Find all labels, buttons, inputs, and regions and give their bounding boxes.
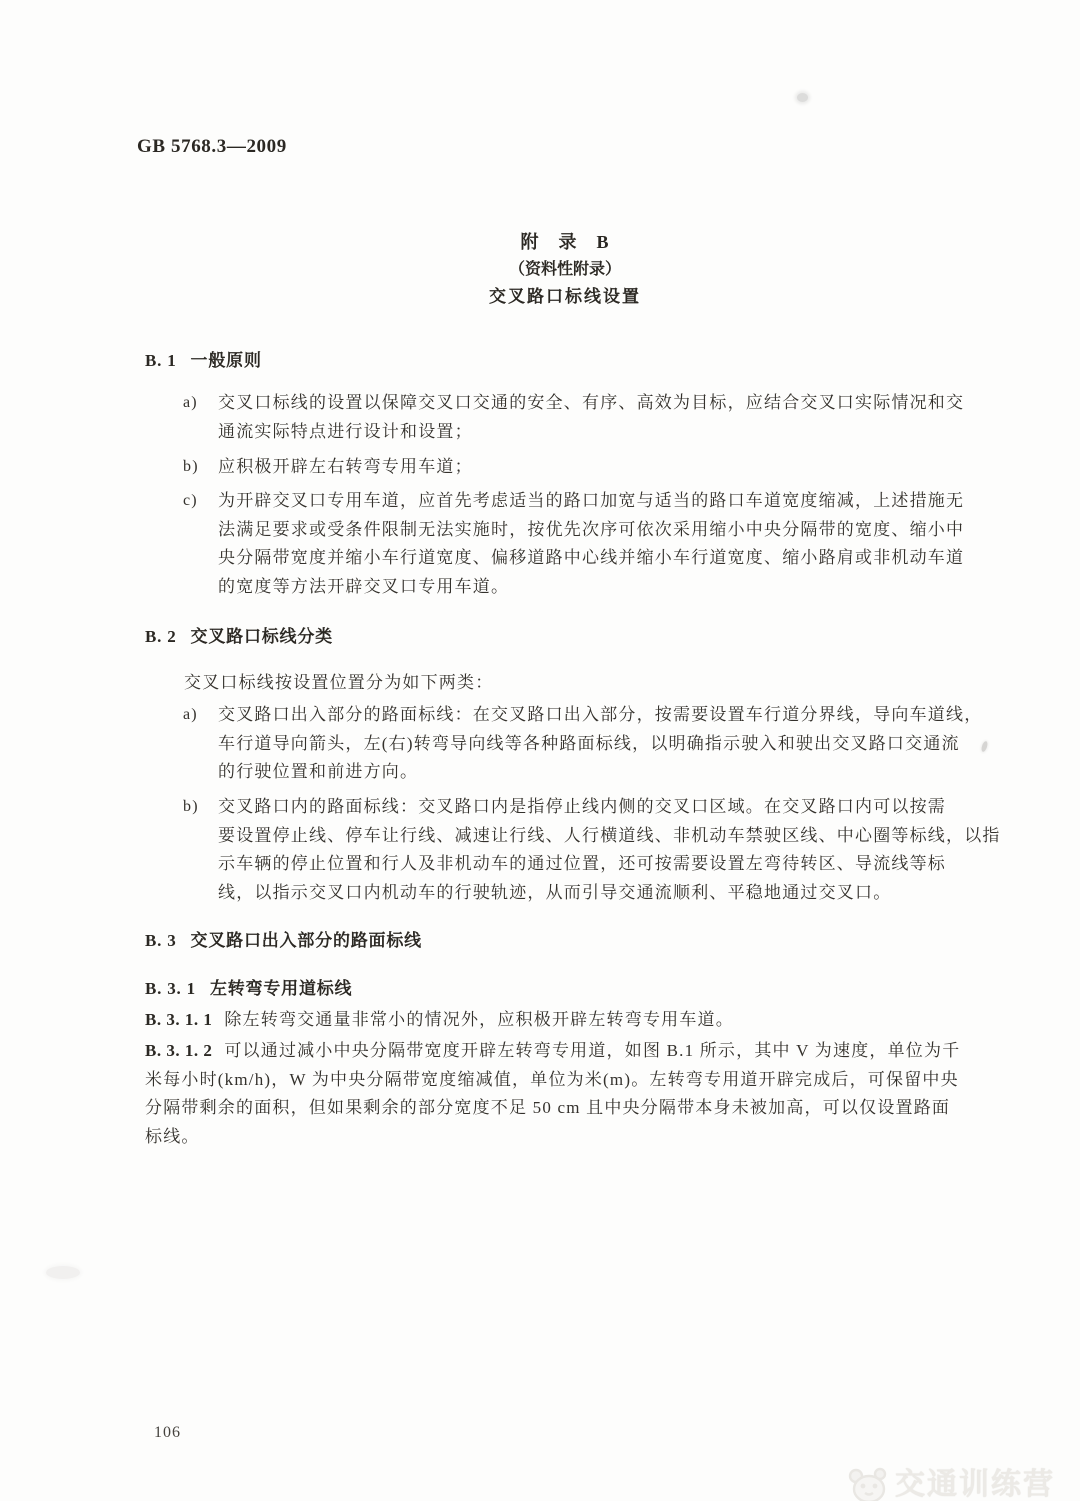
panda-logo-icon (843, 1462, 895, 1501)
page-number: 106 (154, 1424, 181, 1441)
paragraph-b311 (145, 1006, 1003, 1035)
text-line: 标线。 (145, 1126, 200, 1146)
section-b2-heading (145, 622, 333, 647)
item-label: b) (183, 798, 199, 815)
section-title: 交叉路口出入部分的路面标线 (190, 931, 422, 950)
section-number: B. 1 (145, 351, 177, 370)
standard-code: GB 5768.3—2009 (137, 136, 287, 157)
text-line: 交叉口标线的设置以保障交叉口交通的安全、有序、高效为目标，应结合交叉口实际情况和交 (218, 393, 965, 412)
text-line: 交叉路口内的路面标线：交叉路口内是指停止线内侧的交叉口区域。在交叉路口内可以按需 (218, 797, 946, 816)
text-line: 要设置停止线、停车让行线、减速让行线、人行横道线、非机动车禁驶区线、中心圈等标线，以指 (218, 825, 1001, 845)
scan-artifact (797, 93, 808, 102)
appendix-title: 附 录 B (520, 232, 610, 252)
appendix-subtitle: （资料性附录） (508, 261, 621, 278)
section-title: 左转弯专用道标线 (209, 979, 353, 998)
paragraph-b312 (145, 1037, 1003, 1151)
item-label: c) (183, 492, 198, 509)
text-line: 法满足要求或受条件限制无法实施时，按优先次序可依次采用缩小中央分隔带的宽度、缩小中 (218, 519, 965, 539)
text-line: 车行道导向箭头，左(右)转弯导向线等各种路面标线，以明确指示驶入和驶出交叉路口交通流 (218, 733, 960, 753)
item-label: a) (183, 394, 198, 411)
text-line: 米每小时(km/h)，W 为中央分隔带宽度缩减值，单位为米(m)。左转弯专用道开辟完成后，可保留中央 (145, 1069, 959, 1089)
item-text (218, 487, 1006, 601)
scan-artifact (46, 1266, 80, 1279)
section-b31-heading (145, 974, 352, 999)
section-number: B. 3 (145, 931, 177, 950)
item-text (218, 793, 1006, 907)
appendix-heading: 交叉路口标线设置 (489, 287, 641, 306)
paragraph-number: B. 3. 1. 1 (145, 1010, 213, 1029)
text-line: 示车辆的停止位置和行人及非机动车的通过位置，还可按需要设置左弯待转区、导流线等标 (218, 854, 946, 873)
text-line: 的宽度等方法开辟交叉口专用车道。 (218, 576, 510, 596)
section-number: B. 3. 1 (145, 979, 196, 998)
item-text (218, 453, 1006, 482)
section-title: 一般原则 (190, 351, 262, 370)
item-label: b) (183, 458, 199, 475)
list-item-b1-c (183, 487, 1006, 601)
watermark-text: 交通训练营 (895, 1468, 1055, 1501)
text-line: 为开辟交叉口专用车道，应首先考虑适当的路口加宽与适当的路口车道宽度缩减，上述措施无 (218, 491, 965, 510)
item-text (218, 701, 1006, 787)
text-line: 通流实际特点进行设计和设置； (218, 421, 473, 441)
text-line: 央分隔带宽度并缩小车行道宽度、偏移道路中心线并缩小车行道宽度、缩小路肩或非机动车道 (218, 548, 965, 567)
text-line: 交叉路口出入部分的路面标线：在交叉路口出入部分，按需要设置车行道分界线，导向车道线， (218, 705, 983, 724)
section-b1-heading (145, 346, 262, 371)
paragraph-text: 除左转弯交通量非常小的情况外，应积极开辟左转弯专用车道。 (224, 1010, 734, 1029)
list-item-b2-a (183, 701, 1006, 787)
section-number: B. 2 (145, 627, 177, 646)
section-b3-heading (145, 926, 422, 951)
paragraph-number: B. 3. 1. 2 (145, 1041, 213, 1060)
paragraph-first-line: 可以通过减小中央分隔带宽度开辟左转弯专用道，如图 B.1 所示，其中 V 为速度，单位为千 (224, 1041, 961, 1060)
list-item-b1-a (183, 389, 1006, 446)
item-label: a) (183, 706, 198, 723)
watermark (843, 1462, 1080, 1501)
item-text (218, 389, 1006, 446)
section-title: 交叉路口标线分类 (190, 627, 333, 646)
paragraph-text (145, 1066, 1003, 1152)
appendix-title-block (140, 229, 990, 310)
text-line: 应积极开辟左右转弯专用车道； (218, 457, 473, 476)
section-b2-intro: 交叉口标线按设置位置分为如下两类： (184, 673, 494, 692)
list-item-b1-b (183, 453, 1006, 482)
text-line: 的行驶位置和前进方向。 (218, 762, 419, 781)
text-line: 线，以指示交叉口内机动车的行驶轨迹，从而引导交通流顺利、平稳地通过交叉口。 (218, 882, 892, 902)
text-line: 分隔带剩余的面积，但如果剩余的部分宽度不足 50 cm 且中央分隔带本身未被加高，可以仅设置路面 (145, 1098, 951, 1117)
list-item-b2-b (183, 793, 1006, 907)
